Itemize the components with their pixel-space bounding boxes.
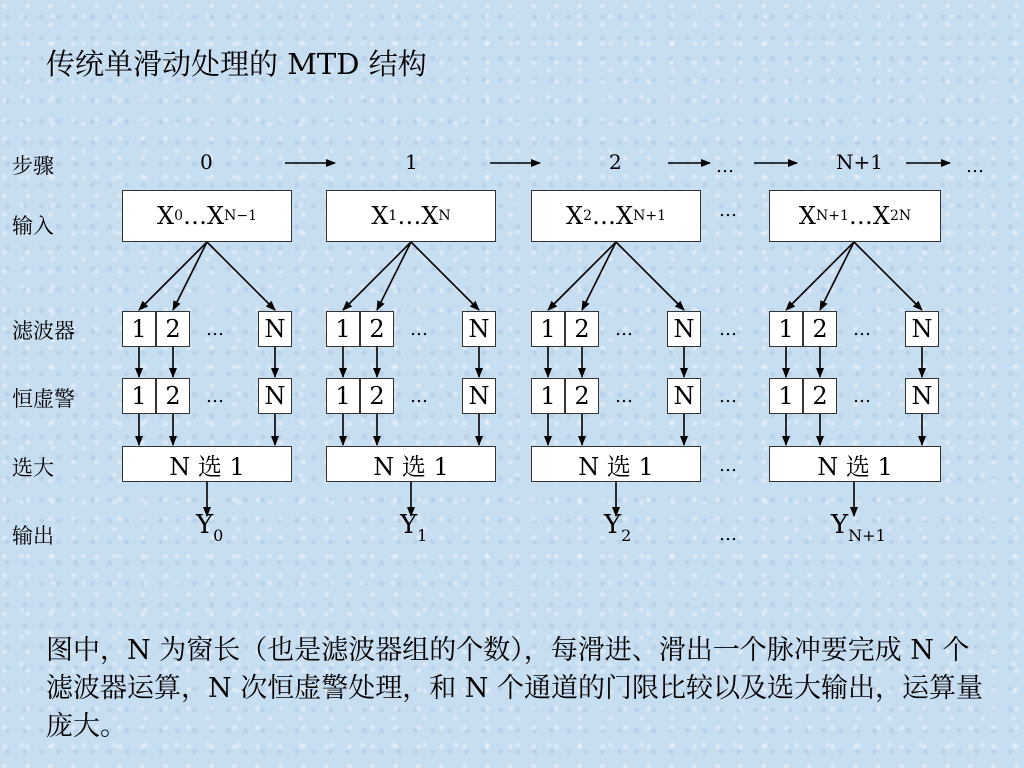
select-box-n1: N 选 1 bbox=[769, 446, 941, 482]
step-ellipsis-end: … bbox=[966, 156, 986, 177]
input-fanout-arrow bbox=[786, 242, 854, 310]
row-label-step: 步骤 bbox=[12, 154, 54, 178]
input-fanout-arrow bbox=[173, 242, 207, 310]
input-fanout-arrow bbox=[377, 242, 411, 310]
cfar-cell: 2 bbox=[360, 378, 394, 414]
select-box-0: N 选 1 bbox=[122, 446, 292, 482]
filter-cell: N bbox=[905, 311, 939, 347]
filter-ellipsis: … bbox=[615, 319, 635, 340]
select-ellipsis: … bbox=[719, 455, 739, 476]
cfar-cell: N bbox=[667, 378, 701, 414]
row-label-select: 选大 bbox=[12, 456, 54, 480]
step-label-2: 2 bbox=[609, 150, 622, 174]
cfar-ellipsis: … bbox=[853, 386, 873, 407]
input-fanout-arrow bbox=[854, 242, 922, 310]
filter-cell: 2 bbox=[803, 311, 837, 347]
cfar-cell: N bbox=[905, 378, 939, 414]
output-n1: $Y_{N+1}$ bbox=[831, 510, 886, 545]
cfar-cell: 2 bbox=[803, 378, 837, 414]
cfar-ellipsis: … bbox=[206, 386, 226, 407]
output-1: $Y_1$ bbox=[400, 510, 428, 545]
filter-cell: 1 bbox=[769, 311, 803, 347]
output-ellipsis: … bbox=[719, 524, 739, 545]
cfar-cell: 1 bbox=[531, 378, 565, 414]
input-box-n1: X N+1 … X 2N bbox=[769, 190, 941, 242]
input-fanout-arrow bbox=[820, 242, 854, 310]
input-fanout-arrow bbox=[616, 242, 684, 310]
input-box-2: X 2 … X N+1 bbox=[531, 190, 701, 242]
cfar-group-ellipsis: … bbox=[719, 386, 739, 407]
row-label-output: 输出 bbox=[12, 524, 54, 548]
input-fanout-arrow bbox=[582, 242, 616, 310]
output-2: $Y_2$ bbox=[604, 510, 632, 545]
select-box-1: N 选 1 bbox=[326, 446, 496, 482]
input-fanout-arrow bbox=[548, 242, 616, 310]
row-label-input: 输入 bbox=[12, 214, 54, 238]
filter-cell: 2 bbox=[360, 311, 394, 347]
cfar-cell: 2 bbox=[565, 378, 599, 414]
input-fanout-arrow bbox=[411, 242, 479, 310]
description-paragraph: 图中，N 为窗长（也是滤波器组的个数），每滑进、滑出一个脉冲要完成 N 个滤波器运算，N 次恒虚警处理，和 N 个通道的门限比较以及选大输出，运算量庞大。 bbox=[46, 635, 983, 742]
page-title: 传统单滑动处理的 MTD 结构 bbox=[46, 47, 427, 81]
input-box-0: X 0 … X N−1 bbox=[122, 190, 292, 242]
filter-group-ellipsis: … bbox=[719, 319, 739, 340]
row-label-filter: 滤波器 bbox=[12, 319, 75, 343]
filter-ellipsis: … bbox=[206, 319, 226, 340]
step-label-1: 1 bbox=[405, 150, 418, 174]
filter-ellipsis: … bbox=[410, 319, 430, 340]
filter-cell: 2 bbox=[156, 311, 190, 347]
filter-ellipsis: … bbox=[853, 319, 873, 340]
step-label-0: 0 bbox=[200, 150, 213, 174]
filter-cell: 1 bbox=[531, 311, 565, 347]
row-label-cfar: 恒虚警 bbox=[12, 387, 75, 411]
cfar-ellipsis: … bbox=[615, 386, 635, 407]
cfar-cell: N bbox=[258, 378, 292, 414]
input-box-1: X 1 … X N bbox=[326, 190, 496, 242]
input-fanout-arrow bbox=[207, 242, 275, 310]
filter-cell: 1 bbox=[326, 311, 360, 347]
cfar-cell: 1 bbox=[122, 378, 156, 414]
step-label-n1: N+1 bbox=[836, 150, 883, 174]
filter-cell: 2 bbox=[565, 311, 599, 347]
select-box-2: N 选 1 bbox=[531, 446, 701, 482]
cfar-ellipsis: … bbox=[410, 386, 430, 407]
input-fanout-arrow bbox=[139, 242, 207, 310]
output-0: $Y_0$ bbox=[196, 510, 224, 545]
cfar-cell: 2 bbox=[156, 378, 190, 414]
input-fanout-arrow bbox=[343, 242, 411, 310]
cfar-cell: 1 bbox=[769, 378, 803, 414]
filter-cell: N bbox=[258, 311, 292, 347]
input-ellipsis: … bbox=[719, 200, 739, 221]
filter-cell: 1 bbox=[122, 311, 156, 347]
cfar-cell: N bbox=[462, 378, 496, 414]
filter-cell: N bbox=[667, 311, 701, 347]
filter-cell: N bbox=[462, 311, 496, 347]
step-ellipsis-mid: … bbox=[716, 156, 736, 177]
cfar-cell: 1 bbox=[326, 378, 360, 414]
